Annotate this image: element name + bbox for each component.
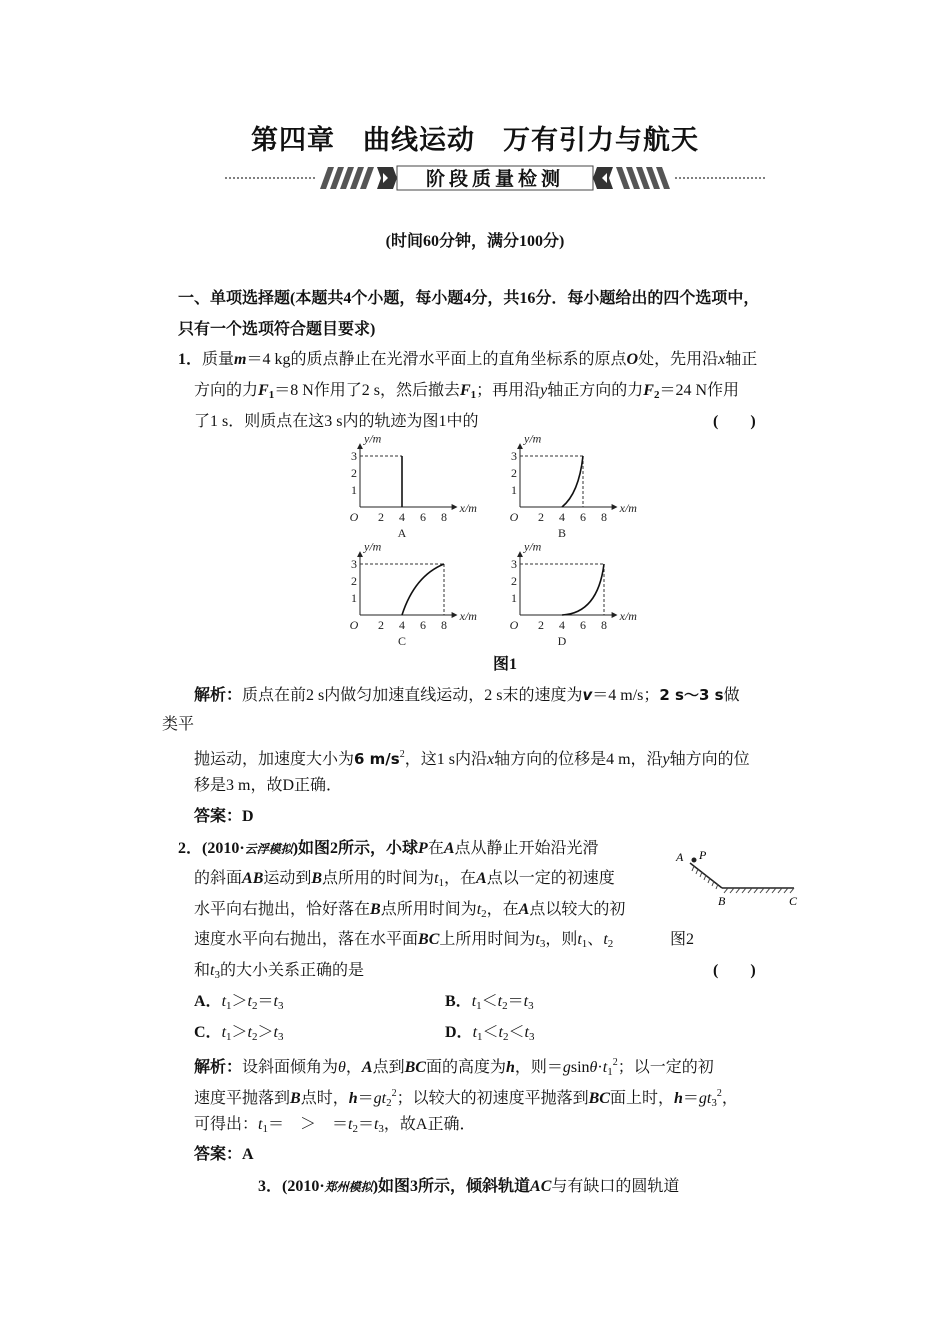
q1-line2: 方向的力$F_1=8$ N作用了2 s，然后撤去$F_1$；再用沿y轴正方向的力$F_2=24$ N作用	[194, 382, 740, 401]
trajectory-curve	[562, 456, 583, 507]
x-tick-label: 8	[441, 618, 447, 632]
q1-answer-bracket: ( )	[713, 413, 756, 430]
q2-analysis-line2: 速度平抛落到B点时，$h=gt_2^2$；以较大的初速度平抛落到BC面上时，$h=gt_3^2$，	[194, 1088, 738, 1109]
x-axis-label: x/m	[459, 501, 477, 515]
x-axis-label: x/m	[619, 501, 637, 515]
q2-answer-bracket: ( )	[713, 962, 756, 979]
section-banner	[225, 160, 765, 196]
q1-analysis-line1: 解析：质点在前2 s内做匀加速直线运动，2 s末的速度为v＝4 m/s；2 s～3 s做	[194, 686, 740, 704]
x-tick-label: 2	[378, 618, 384, 632]
q2-line3: 水平向右抛出，恰好落在B点所用时间为$t_2$，在A点以较大的初	[194, 901, 626, 920]
trajectory-panel-c	[350, 539, 478, 645]
q2-line1: 2．(2010·云浮模拟)如图2所示，小球P在A点从静止开始沿光滑	[178, 840, 599, 857]
exam-info: (时间60分钟，满分100分)	[385, 233, 565, 250]
origin-label: O	[509, 510, 519, 524]
y-tick-label: 1	[351, 483, 357, 497]
trajectory-panel-d	[510, 539, 638, 645]
figure-2	[672, 843, 807, 911]
y-tick-label: 1	[511, 483, 517, 497]
trajectory-curve	[402, 564, 444, 615]
ball-P	[692, 858, 697, 863]
x-tick-label: 2	[378, 510, 384, 524]
section-heading-line2: 只有一个选项符合题目要求)	[178, 321, 376, 338]
y-tick-label: 3	[351, 449, 357, 463]
y-tick-label: 3	[511, 557, 517, 571]
q2-option-b[interactable]: B．$t_1<t_2=t_3$	[445, 993, 534, 1012]
q2-option-d[interactable]: D．$t_1<t_2<t_3$	[445, 1024, 535, 1043]
q1-answer: 答案：D	[194, 808, 254, 825]
q2-line2: 的斜面AB运动到B点所用的时间为$t_1$，在A点以一定的初速度	[194, 870, 615, 889]
origin-label: O	[349, 618, 359, 632]
trajectory-panel-b	[510, 435, 638, 540]
panel-label: A	[397, 526, 407, 540]
y-tick-label: 1	[511, 591, 517, 605]
q1-analysis-line3: 抛运动，加速度大小为6 $m/s^2$，这1 s内沿x轴方向的位移是4 m，沿y轴方向的位	[194, 749, 750, 768]
q1-analysis-line4: 移是3 m，故D正确．	[194, 777, 343, 794]
y-tick-label: 2	[511, 574, 517, 588]
panel-label: B	[557, 526, 567, 540]
x-tick-label: 6	[420, 618, 426, 632]
fig2-label-P: P	[699, 848, 707, 862]
chapter-title: 第四章 曲线运动 万有引力与航天	[251, 125, 699, 155]
x-axis-label: x/m	[459, 609, 477, 623]
q2-answer: 答案：A	[194, 1146, 254, 1163]
panel-label: C	[397, 634, 407, 645]
figure-1-caption: 图1	[492, 656, 517, 673]
x-tick-label: 2	[538, 510, 544, 524]
x-tick-label: 4	[559, 510, 565, 524]
q2-line5: 和$t_3$的大小关系正确的是	[194, 962, 364, 981]
banner-stripes-left	[320, 167, 374, 189]
trajectory-panel-a	[350, 435, 478, 540]
origin-label: O	[349, 510, 359, 524]
q2-analysis-line1: 解析：设斜面倾角为θ，A点到BC面的高度为h，则$=gsin\theta\cdot t_1^2$；以一定的初	[194, 1057, 714, 1078]
y-tick-label: 3	[351, 557, 357, 571]
fig2-label-C: C	[789, 894, 798, 908]
y-tick-label: 2	[351, 574, 357, 588]
y-axis-label: y/m	[364, 435, 382, 446]
x-tick-label: 6	[420, 510, 426, 524]
y-tick-label: 2	[511, 466, 517, 480]
x-tick-label: 4	[399, 510, 405, 524]
x-tick-label: 8	[601, 510, 607, 524]
y-axis-label: y/m	[364, 539, 382, 554]
incline-hatching	[692, 866, 718, 889]
figure-2-caption: 图2	[670, 931, 695, 948]
y-tick-label: 1	[351, 591, 357, 605]
figure-1	[340, 435, 650, 645]
x-tick-label: 6	[580, 510, 586, 524]
x-axis-label: x/m	[619, 609, 637, 623]
x-tick-label: 4	[559, 618, 565, 632]
x-tick-label: 2	[538, 618, 544, 632]
x-tick-label: 8	[441, 510, 447, 524]
y-tick-label: 2	[351, 466, 357, 480]
trajectory-curve	[562, 564, 604, 615]
x-tick-label: 6	[580, 618, 586, 632]
q3-line1: 3．(2010·郑州模拟)如图3所示，倾斜轨道AC与有缺口的圆轨道	[258, 1178, 680, 1195]
section-heading-line1: 一、单项选择题(本题共4个小题，每小题4分，共16分．每小题给出的四个选项中，	[178, 290, 760, 307]
y-axis-label: y/m	[524, 435, 542, 446]
q1-line1: 1．质量m＝4 kg的质点静止在光滑水平面上的直角坐标系的原点O处，先用沿x轴正	[178, 351, 758, 368]
x-tick-label: 4	[399, 618, 405, 632]
banner-text: 阶段质量检测	[425, 168, 565, 190]
y-tick-label: 3	[511, 449, 517, 463]
q2-line4: 速度水平向右抛出，落在水平面BC上所用时间为$t_3$，则$t_1$、$t_2$	[194, 931, 614, 950]
q2-option-a[interactable]: A．$t_1>t_2=t_3$	[194, 993, 284, 1012]
origin-label: O	[509, 618, 519, 632]
fig2-label-B: B	[718, 894, 726, 908]
q2-option-c[interactable]: C．$t_1>t_2>t_3$	[194, 1024, 284, 1043]
x-tick-label: 8	[601, 618, 607, 632]
q1-analysis-line2: 类平	[162, 716, 195, 733]
q2-analysis-line3: 可得出：$t_1=$ ＞ $=t_2=t_3$，故A正确．	[194, 1116, 476, 1135]
panel-label: D	[557, 634, 567, 645]
q1-line3: 了1 s．则质点在这3 s内的轨迹为图1中的	[194, 413, 479, 430]
banner-stripes-right	[616, 167, 670, 189]
y-axis-label: y/m	[524, 539, 542, 554]
q1-number: 1．	[178, 351, 203, 368]
fig2-label-A: A	[676, 850, 684, 864]
